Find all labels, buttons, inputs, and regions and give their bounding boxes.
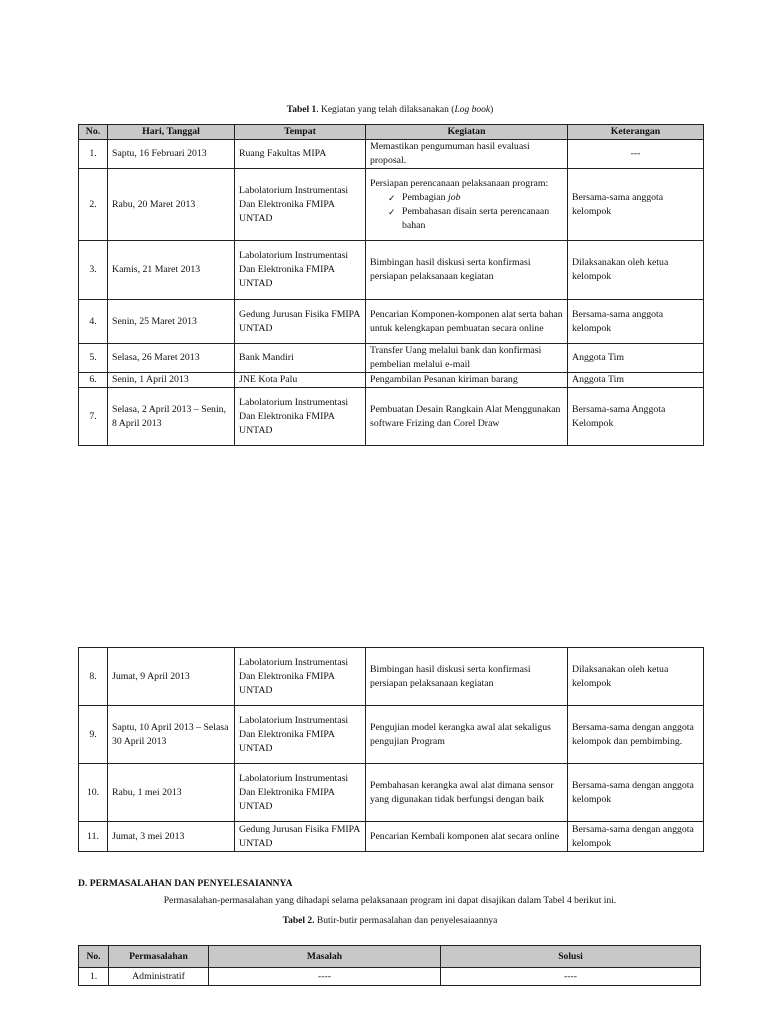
row-note: ---	[568, 140, 704, 169]
row-note: Bersama-sama Anggota Kelompok	[568, 388, 704, 446]
row-place: Labolatorium Instrumentasi Dan Elektronika FMIPA UNTAD	[235, 706, 366, 764]
problems-table	[78, 945, 701, 986]
checklist-item	[388, 191, 563, 205]
row-activity: Transfer Uang melalui bank dan konfirmasi pembelian melalui e-mail	[366, 344, 568, 373]
row-no: 4.	[79, 300, 108, 344]
checklist-item	[388, 205, 563, 233]
row-no: 10.	[79, 764, 108, 822]
row-no: 1.	[79, 968, 109, 986]
row-no: 6.	[79, 373, 108, 388]
log-book-table	[78, 124, 704, 446]
table-row	[79, 822, 704, 852]
row-no: 7.	[79, 388, 108, 446]
table2-caption-label: Tabel 2.	[282, 916, 315, 926]
row-place: Gedung Jurusan Fisika FMIPA UNTAD	[235, 300, 366, 344]
table2-caption-text: Butir-butir permasalahan dan penyelesaiaannya	[314, 916, 498, 926]
row-no: 3.	[79, 241, 108, 300]
row-date: Saptu, 16 Februari 2013	[108, 140, 235, 169]
row-activity: Pengambilan Pesanan kiriman barang	[366, 373, 568, 388]
table-row	[79, 169, 704, 241]
checklist-item-text: Pembahasan disain serta perencanaan bahan	[402, 205, 550, 231]
row-no: 8.	[79, 648, 108, 706]
row-place: Labolatorium Instrumentasi Dan Elektronika FMIPA UNTAD	[235, 764, 366, 822]
row-date: Saptu, 10 April 2013 – Selasa 30 April 2013	[108, 706, 235, 764]
row-place: Ruang Fakultas MIPA	[235, 140, 366, 169]
row-date: Senin, 25 Maret 2013	[108, 300, 235, 344]
row-activity: Bimbingan hasil diskusi serta konfirmasi persiapan pelaksanaan kegiatan	[366, 648, 568, 706]
row-date: Senin, 1 April 2013	[108, 373, 235, 388]
row-date: Selasa, 26 Maret 2013	[108, 344, 235, 373]
checklist	[370, 191, 563, 233]
row-place: Bank Mandiri	[235, 344, 366, 373]
checklist-item-italic: job	[447, 191, 461, 203]
table2-caption	[78, 915, 702, 927]
table-row	[79, 300, 704, 344]
header-solution: Solusi	[441, 946, 701, 968]
table-header-row	[79, 125, 704, 140]
row-place: Labolatorium Instrumentasi Dan Elektronika FMIPA UNTAD	[235, 388, 366, 446]
row-place: Gedung Jurusan Fisika FMIPA UNTAD	[235, 822, 366, 852]
row-date: Selasa, 2 April 2013 – Senin, 8 April 2013	[108, 388, 235, 446]
row-place: Labolatorium Instrumentasi Dan Elektronika FMIPA UNTAD	[235, 241, 366, 300]
header-problem: Permasalahan	[109, 946, 209, 968]
row-activity: Memastikan pengumuman hasil evaluasi proposal.	[366, 140, 568, 169]
header-note: Keterangan	[568, 125, 704, 140]
row-solution: ----	[441, 968, 701, 986]
section-heading: D. PERMASALAHAN DAN PENYELESAIANNYA	[78, 878, 293, 889]
row-no: 9.	[79, 706, 108, 764]
row-activity: Bimbingan hasil diskusi serta konfirmasi persiapan pelaksanaan kegiatan	[366, 241, 568, 300]
table-row	[79, 241, 704, 300]
row-note: Anggota Tim	[568, 373, 704, 388]
row-activity: Pencarian Komponen-komponen alat serta bahan untuk kelengkapan pembuatan secara online	[366, 300, 568, 344]
row-note: Bersama-sama anggota kelompok	[568, 169, 704, 241]
row-place: JNE Kota Palu	[235, 373, 366, 388]
row-note: Dilaksanakan oleh ketua kelompok	[568, 241, 704, 300]
row-note: Bersama-sama anggota kelompok	[568, 300, 704, 344]
row-no: 11.	[79, 822, 108, 852]
row-activity: Pembahasan kerangka awal alat dimana sensor yang digunakan tidak berfungsi dengan baik	[366, 764, 568, 822]
table-row	[79, 388, 704, 446]
row-place: Labolatorium Instrumentasi Dan Elektronika FMIPA UNTAD	[235, 648, 366, 706]
checklist-item-text: Pembagian	[402, 191, 448, 203]
row-no: 2.	[79, 169, 108, 241]
table-row	[79, 140, 704, 169]
table-row	[79, 706, 704, 764]
table-row	[79, 764, 704, 822]
row-no: 5.	[79, 344, 108, 373]
table-row	[79, 648, 704, 706]
header-date: Hari, Tanggal	[108, 125, 235, 140]
row-note: Anggota Tim	[568, 344, 704, 373]
row-no: 1.	[79, 140, 108, 169]
table-header-row	[79, 946, 701, 968]
row-date: Rabu, 1 mei 2013	[108, 764, 235, 822]
header-issue: Masalah	[209, 946, 441, 968]
activity-intro: Persiapan perencanaan pelaksanaan program:	[370, 177, 549, 189]
section-paragraph: Permasalahan-permasalahan yang dihadapi selama pelaksanaan program ini dapat disajikan dalam Tabel 4 berikut ini.	[163, 895, 617, 906]
row-activity: Pengujian model kerangka awal alat sekaligus pengujian Program	[366, 706, 568, 764]
row-note: Bersama-sama dengan anggota kelompok	[568, 822, 704, 852]
log-book-table-continued	[78, 647, 704, 852]
row-problem: Administratif	[109, 968, 209, 986]
table1-caption-label: Tabel 1	[286, 105, 317, 115]
row-note: Dilaksanakan oleh ketua kelompok	[568, 648, 704, 706]
row-date: Jumat, 3 mei 2013	[108, 822, 235, 852]
row-date: Kamis, 21 Maret 2013	[108, 241, 235, 300]
table-row	[79, 344, 704, 373]
table-row	[79, 373, 704, 388]
row-activity: Pembuatan Desain Rangkain Alat Menggunakan software Frizing dan Corel Draw	[366, 388, 568, 446]
row-note: Bersama-sama dengan anggota kelompok	[568, 764, 704, 822]
header-no: No.	[79, 946, 109, 968]
header-activity: Kegiatan	[366, 125, 568, 140]
table1-caption-close: )	[490, 105, 494, 115]
row-date: Rabu, 20 Maret 2013	[108, 169, 235, 241]
row-date: Jumat, 9 April 2013	[108, 648, 235, 706]
table1-caption-text: . Kegiatan yang telah dilaksanakan (	[316, 105, 455, 115]
table1-caption	[78, 104, 702, 116]
row-activity: Pencarian Kembali komponen alat secara online	[366, 822, 568, 852]
table-row	[79, 968, 701, 986]
row-note: Bersama-sama dengan anggota kelompok dan pembimbing.	[568, 706, 704, 764]
row-place: Labolatorium Instrumentasi Dan Elektronika FMIPA UNTAD	[235, 169, 366, 241]
row-issue: ----	[209, 968, 441, 986]
row-activity	[366, 169, 568, 241]
header-no: No.	[79, 125, 108, 140]
table1-caption-italic: Log book	[454, 105, 491, 115]
header-place: Tempat	[235, 125, 366, 140]
